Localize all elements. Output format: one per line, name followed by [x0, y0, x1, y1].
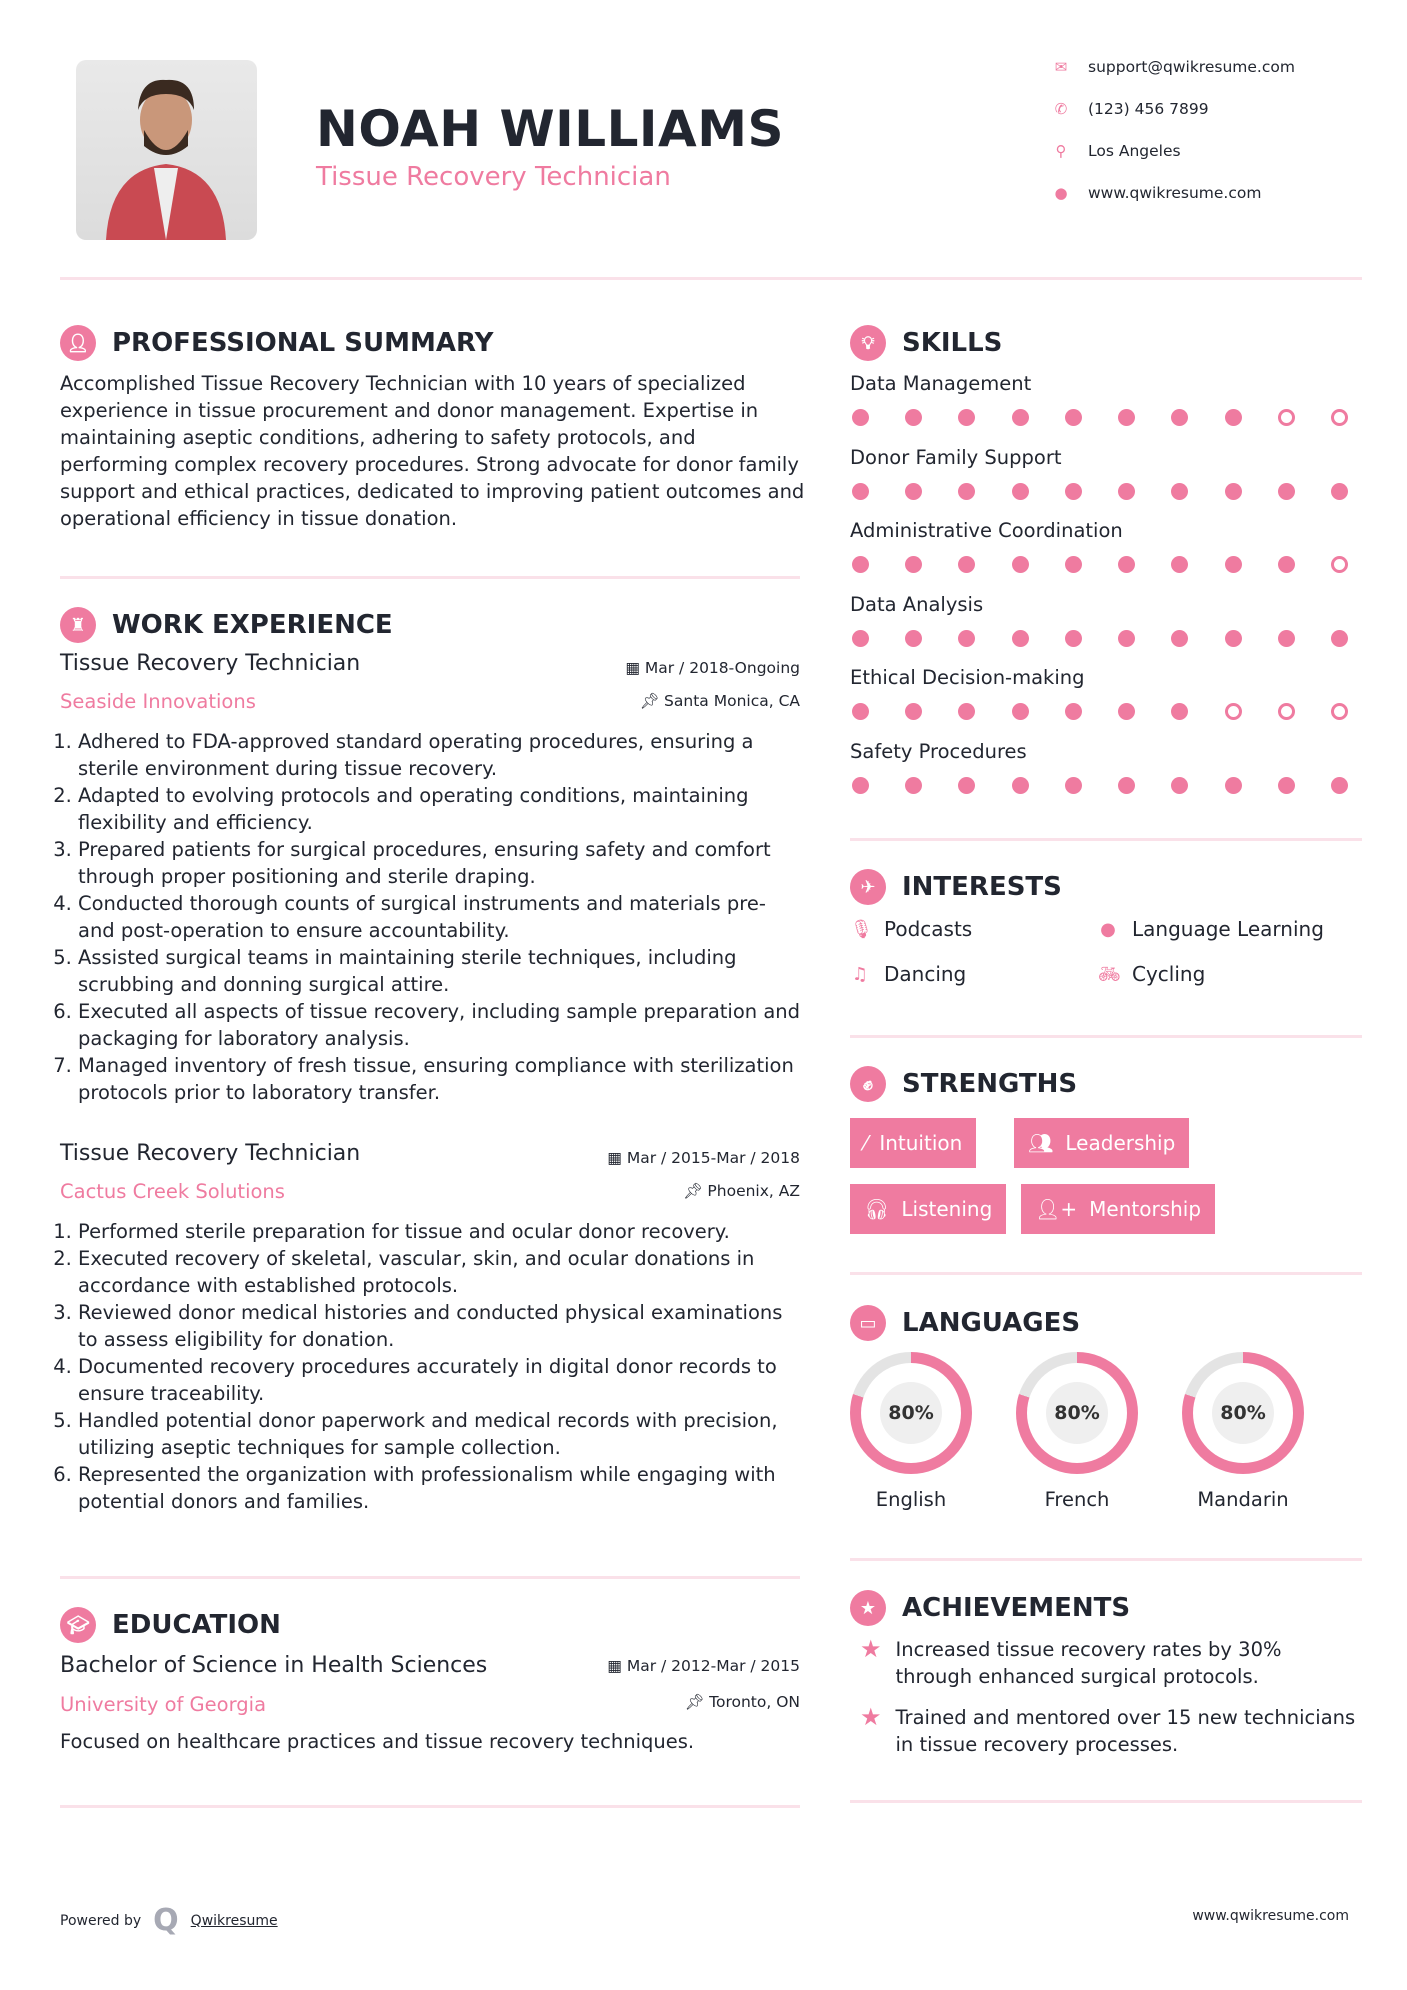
rating-dot-filled — [852, 556, 869, 573]
qwikresume-logo-icon: Q — [153, 1903, 179, 1938]
proficiency-label: 80% — [880, 1382, 942, 1444]
list-item: 5. Assisted surgical teams in maintaining sterile techniques, including scrubbing and donning surgical attire. — [78, 944, 805, 998]
skill-name: Donor Family Support — [850, 445, 1062, 469]
section-divider — [850, 1272, 1362, 1275]
list-item: 4. Conducted thorough counts of surgical instruments and materials pre- and post-operation to ensure accountability. — [78, 890, 805, 944]
section-title: STRENGTHS — [902, 1069, 1078, 1099]
job-role: Tissue Recovery Technician — [60, 651, 361, 676]
rating-dot-filled — [905, 483, 922, 500]
rating-dot-filled — [905, 409, 922, 426]
ring-hole — [1193, 1363, 1293, 1463]
achievement-item — [860, 1704, 1360, 1758]
section-divider — [60, 576, 800, 579]
contact-text: support@qwikresume.com — [1088, 58, 1295, 76]
rating-dot-filled — [1118, 703, 1135, 720]
interest-label: Dancing — [884, 962, 967, 986]
location-text: Phoenix, AZ — [707, 1182, 800, 1200]
rating-dot-filled — [905, 630, 922, 647]
skill-name: Ethical Decision-making — [850, 666, 1085, 689]
achievement-text: Trained and mentored over 15 new technicians in tissue recovery processes. — [895, 1706, 1356, 1756]
list-item: 6. Executed all aspects of tissue recovery, including sample preparation and packaging for laboratory analysis. — [78, 998, 805, 1052]
rating-dot-filled — [1278, 630, 1295, 647]
section-divider — [850, 1035, 1362, 1038]
section-title: WORK EXPERIENCE — [112, 610, 393, 640]
music-note-icon: ♫ — [851, 963, 869, 985]
rating-dot-filled — [1065, 556, 1082, 573]
rating-dot-filled — [1278, 777, 1295, 794]
rating-dot-filled — [958, 777, 975, 794]
list-item: 3. Reviewed donor medical histories and conducted physical examinations to assess eligibility for donation. — [78, 1299, 805, 1353]
footer-url[interactable]: www.qwikresume.com — [1192, 1908, 1349, 1924]
rating-dot-filled — [1012, 630, 1029, 647]
achievement-text: Increased tissue recovery rates by 30% through enhanced surgical protocols. — [895, 1638, 1282, 1688]
section-divider — [850, 838, 1362, 841]
list-item: 2. Executed recovery of skeletal, vascular, skin, and ocular donations in accordance with established protocols. — [78, 1245, 805, 1299]
rating-dot-filled — [958, 703, 975, 720]
interest-label: Cycling — [1132, 962, 1206, 986]
candidate-title: Tissue Recovery Technician — [316, 162, 671, 192]
star-icon: ★ — [860, 1703, 882, 1731]
skill-name: Safety Procedures — [850, 739, 1027, 763]
calendar-icon: ▦ — [607, 1657, 627, 1675]
section-title: EDUCATION — [112, 1610, 281, 1640]
rating-dot-filled — [1118, 409, 1135, 426]
star-icon: ★ — [860, 1635, 882, 1663]
rating-dot-filled — [852, 409, 869, 426]
rating-dot-filled — [905, 556, 922, 573]
rating-dot-filled — [958, 409, 975, 426]
achievement-item — [860, 1636, 1360, 1690]
ring-hole — [1027, 1363, 1127, 1463]
calendar-icon: ▦ — [607, 1149, 627, 1167]
section-divider — [60, 1576, 800, 1579]
envelope-icon: ✉ — [1054, 58, 1068, 76]
map-pin-icon: ⚲ — [1055, 142, 1067, 160]
qwikresume-link[interactable]: Qwikresume — [190, 1912, 278, 1929]
job-bullets — [60, 1218, 805, 1515]
rating-dot-empty — [1331, 409, 1348, 426]
degree: Bachelor of Science in Health Sciences — [60, 1653, 488, 1678]
section-title: INTERESTS — [902, 872, 1062, 902]
microphone-icon: 🎙︎ — [850, 918, 873, 940]
briefcase-chair-icon: ♜ — [60, 607, 96, 643]
rating-dot-empty — [1225, 703, 1242, 720]
rating-dot-empty — [1331, 556, 1348, 573]
rating-dot-filled — [1012, 556, 1029, 573]
section-divider — [850, 1800, 1362, 1803]
pushpin-icon: 📌︎ — [682, 1182, 708, 1200]
rating-dot-filled — [1171, 556, 1188, 573]
rating-dot-filled — [1118, 630, 1135, 647]
language-proficiency-ring — [1016, 1352, 1138, 1474]
interest-item — [1098, 962, 1205, 986]
rating-dot-filled — [852, 703, 869, 720]
interests-heading — [850, 869, 1062, 905]
achievements-heading — [850, 1590, 1130, 1626]
rating-dot-filled — [1118, 556, 1135, 573]
location-text: Toronto, ON — [709, 1693, 800, 1711]
rating-dot-filled — [1065, 483, 1082, 500]
list-item: 7. Managed inventory of fresh tissue, ensuring compliance with sterilization protocols prior to laboratory transfer. — [78, 1052, 805, 1106]
date-text: Mar / 2018-Ongoing — [644, 659, 800, 677]
education-heading — [60, 1607, 281, 1643]
language-proficiency-ring — [1182, 1352, 1304, 1474]
rating-dot-filled — [852, 777, 869, 794]
list-item: 1. Performed sterile preparation for tissue and ocular donor recovery. — [78, 1218, 805, 1245]
rating-dot-filled — [1065, 703, 1082, 720]
headphones-icon: 🎧︎ — [864, 1197, 890, 1221]
calendar-icon: ▦ — [625, 659, 645, 677]
experience-heading — [60, 607, 393, 643]
proficiency-label: 80% — [1046, 1382, 1108, 1444]
contact-text: Los Angeles — [1088, 142, 1181, 160]
skill-name: Administrative Coordination — [850, 519, 1123, 542]
rating-dot-filled — [1331, 630, 1348, 647]
interest-label: Language Learning — [1132, 917, 1324, 941]
strength-label: Mentorship — [1089, 1197, 1202, 1221]
strength-label: Listening — [901, 1197, 993, 1221]
job-location — [500, 692, 800, 710]
list-item: 2. Adapted to evolving protocols and operating conditions, maintaining flexibility and efficiency. — [78, 782, 805, 836]
skill-rating — [852, 409, 1348, 426]
rating-dot-filled — [958, 630, 975, 647]
rating-dot-filled — [1278, 483, 1295, 500]
skill-rating — [852, 630, 1348, 647]
strength-label: Intuition — [879, 1131, 963, 1155]
rating-dot-filled — [1331, 777, 1348, 794]
contact-location — [1052, 142, 1181, 160]
rating-dot-filled — [1065, 409, 1082, 426]
interest-item — [1098, 917, 1324, 941]
rating-dot-empty — [1331, 703, 1348, 720]
rating-dot-filled — [1225, 630, 1242, 647]
job-date — [500, 659, 800, 677]
job-date — [500, 1149, 800, 1167]
paper-plane-icon: ✈ — [850, 869, 886, 905]
summary-text: Accomplished Tissue Recovery Technician with 10 years of specialized experience in tissue procurement and donor management. Expertise in maintaining aseptic conditions, adhering to safety protocols, and performing complex recovery procedures. Strong advocate for donor family support and ethical practices, dedicated to improving patient outcomes and operational efficiency in tissue donation. — [60, 372, 805, 530]
fist-icon: ✊︎ — [850, 1066, 886, 1102]
lightbulb-icon: 💡︎ — [850, 325, 886, 361]
footer-branding — [60, 1903, 278, 1938]
section-title: PROFESSIONAL SUMMARY — [112, 328, 494, 358]
rating-dot-filled — [905, 703, 922, 720]
rating-dot-filled — [852, 483, 869, 500]
pushpin-icon: 📌︎ — [639, 692, 665, 710]
ring-hole — [861, 1363, 961, 1463]
list-item: 6. Represented the organization with professionalism while engaging with potential donors and families. — [78, 1461, 805, 1515]
rating-dot-filled — [852, 630, 869, 647]
rating-dot-filled — [1225, 483, 1242, 500]
language-name: English — [875, 1488, 947, 1511]
rating-dot-filled — [1118, 483, 1135, 500]
school: University of Georgia — [60, 1693, 267, 1716]
magic-wand-icon: ⁄ — [864, 1131, 868, 1155]
user-plus-icon: 👤︎+ — [1035, 1197, 1078, 1221]
skill-name: Data Analysis — [850, 592, 984, 616]
star-badge-icon: ★ — [850, 1590, 886, 1626]
contact-text: (123) 456 7899 — [1088, 100, 1209, 118]
pushpin-icon: 📌︎ — [684, 1693, 710, 1711]
powered-by-text: Powered by — [60, 1912, 142, 1929]
education-date — [500, 1657, 800, 1675]
rating-dot-filled — [1225, 409, 1242, 426]
skill-name: Data Management — [850, 372, 1032, 395]
rating-dot-filled — [1065, 777, 1082, 794]
rating-dot-filled — [1118, 777, 1135, 794]
interest-item — [850, 917, 972, 941]
list-item: 4. Documented recovery procedures accurately in digital donor records to ensure traceability. — [78, 1353, 805, 1407]
rating-dot-filled — [958, 556, 975, 573]
language-name: Mandarin — [1197, 1488, 1289, 1511]
contact-email[interactable] — [1052, 58, 1295, 76]
education-description: Focused on healthcare practices and tissue recovery techniques. — [60, 1730, 695, 1753]
contact-phone — [1052, 100, 1209, 118]
rating-dot-filled — [1331, 483, 1348, 500]
language-name: French — [1044, 1488, 1110, 1511]
candidate-name: NOAH WILLIAMS — [316, 100, 784, 158]
skill-rating — [852, 703, 1348, 720]
rating-dot-filled — [1012, 409, 1029, 426]
contact-website[interactable] — [1052, 184, 1261, 202]
user-icon: 👤︎ — [60, 325, 96, 361]
strength-tag — [1021, 1184, 1215, 1234]
summary-heading — [60, 325, 493, 361]
header-divider — [60, 277, 1362, 280]
rating-dot-filled — [1278, 556, 1295, 573]
rating-dot-filled — [1012, 777, 1029, 794]
skill-rating — [852, 483, 1348, 500]
rating-dot-empty — [1278, 703, 1295, 720]
rating-dot-filled — [1171, 630, 1188, 647]
graduation-icon: 🎓︎ — [60, 1607, 96, 1643]
list-item: 3. Prepared patients for surgical procedures, ensuring safety and comfort through proper positioning and sterile draping. — [78, 836, 805, 890]
language-card-icon: ▭ — [850, 1305, 886, 1341]
section-title: SKILLS — [902, 328, 1003, 358]
rating-dot-filled — [1171, 409, 1188, 426]
rating-dot-filled — [1171, 703, 1188, 720]
rating-dot-filled — [1171, 777, 1188, 794]
strength-tag — [850, 1118, 976, 1168]
contact-text: www.qwikresume.com — [1088, 184, 1262, 202]
globe-icon: ● — [1054, 184, 1068, 202]
language-proficiency-ring — [850, 1352, 972, 1474]
job-company: Cactus Creek Solutions — [60, 1180, 285, 1203]
list-item: 1. Adhered to FDA-approved standard operating procedures, ensuring a sterile environment during tissue recovery. — [78, 728, 805, 782]
skill-rating — [852, 556, 1348, 573]
skills-heading — [850, 325, 1002, 361]
section-divider — [850, 1558, 1362, 1561]
section-divider — [60, 1805, 800, 1808]
job-role: Tissue Recovery Technician — [60, 1141, 361, 1166]
list-item: 5. Handled potential donor paperwork and medical records with precision, utilizing aseptic techniques for sample collection. — [78, 1407, 805, 1461]
location-text: Santa Monica, CA — [664, 692, 800, 710]
rating-dot-filled — [958, 483, 975, 500]
date-text: Mar / 2015-Mar / 2018 — [626, 1149, 800, 1167]
globe-icon: ● — [1100, 918, 1116, 940]
skill-rating — [852, 777, 1348, 794]
group-icon: 👥︎ — [1028, 1131, 1054, 1155]
languages-heading — [850, 1305, 1080, 1341]
rating-dot-filled — [905, 777, 922, 794]
job-company: Seaside Innovations — [60, 690, 256, 713]
rating-dot-filled — [1225, 556, 1242, 573]
strength-label: Leadership — [1065, 1131, 1176, 1155]
rating-dot-filled — [1012, 703, 1029, 720]
rating-dot-filled — [1225, 777, 1242, 794]
proficiency-label: 80% — [1212, 1382, 1274, 1444]
section-title: LANGUAGES — [902, 1308, 1081, 1338]
section-title: ACHIEVEMENTS — [902, 1593, 1131, 1623]
interest-label: Podcasts — [884, 917, 973, 941]
rating-dot-empty — [1278, 409, 1295, 426]
rating-dot-filled — [1012, 483, 1029, 500]
strength-tag — [850, 1184, 1006, 1234]
strengths-heading — [850, 1066, 1077, 1102]
education-location — [500, 1693, 800, 1711]
strength-tag — [1014, 1118, 1189, 1168]
date-text: Mar / 2012-Mar / 2015 — [626, 1657, 800, 1675]
bicycle-icon: 🚲︎ — [1098, 963, 1121, 985]
job-bullets — [60, 728, 805, 1106]
profile-photo — [76, 60, 257, 240]
interest-item — [850, 962, 966, 986]
rating-dot-filled — [1065, 630, 1082, 647]
rating-dot-filled — [1171, 483, 1188, 500]
job-location — [500, 1182, 800, 1200]
phone-icon: ✆ — [1054, 100, 1068, 118]
